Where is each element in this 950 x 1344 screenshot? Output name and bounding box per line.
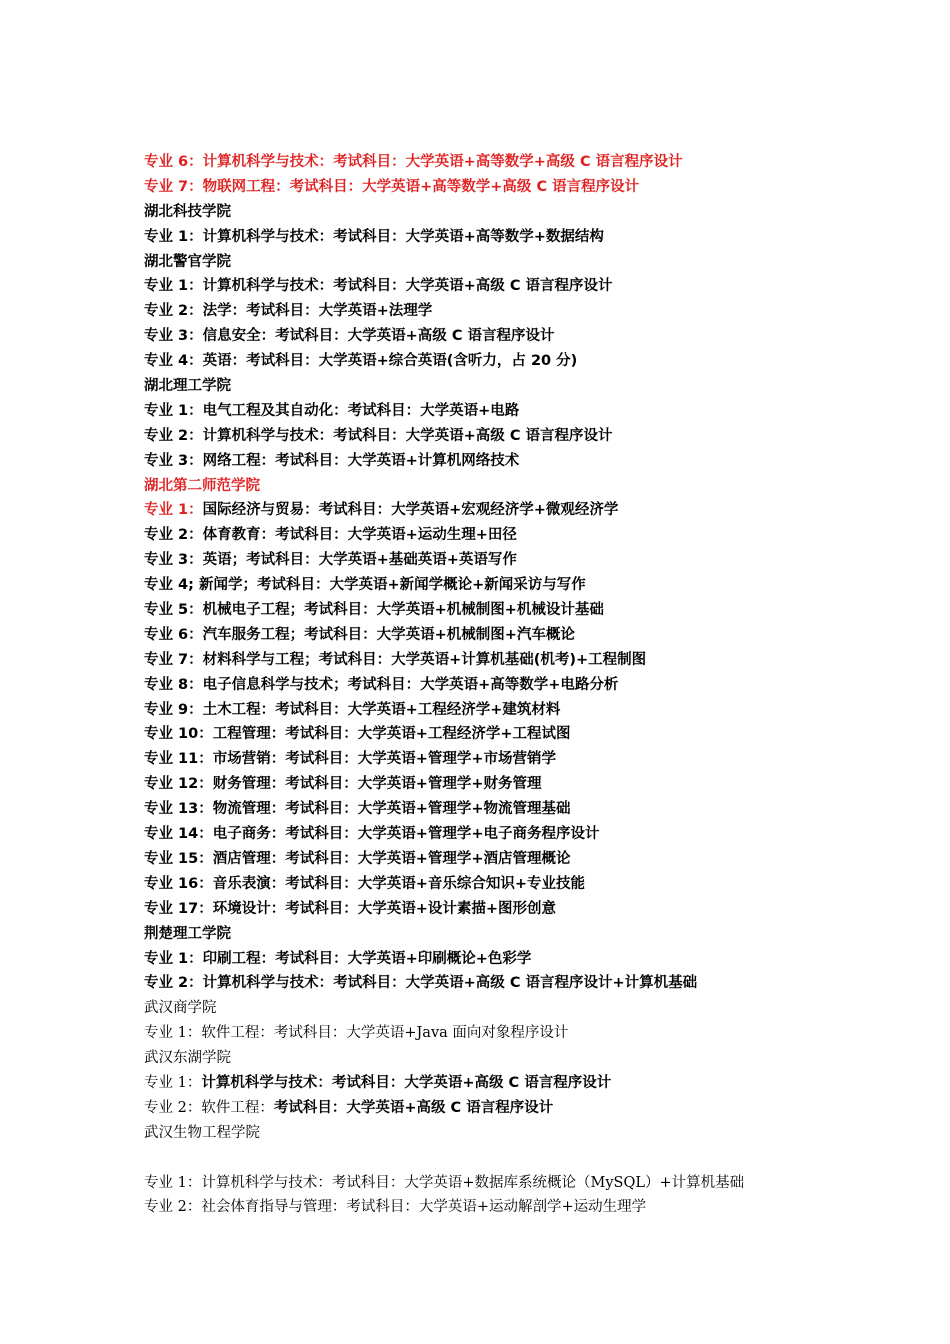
major-line: 专业 1：计算机科学与技术：考试科目：大学英语+高级 C 语言程序设计 bbox=[144, 278, 613, 295]
major-line: 专业 15：酒店管理：考试科目：大学英语+管理学+酒店管理概论 bbox=[144, 850, 571, 867]
major-line: 专业 4; 新闻学；考试科目：大学英语+新闻学概论+新闻采访与写作 bbox=[144, 577, 586, 594]
major-line: 专业 9：土木工程：考试科目：大学英语+工程经济学+建筑材料 bbox=[144, 701, 561, 718]
major-line: 专业 3：英语；考试科目：大学英语+基础英语+英语写作 bbox=[144, 552, 517, 569]
major-line: 专业 1：计算机科学与技术：考试科目：大学英语+高等数学+数据结构 bbox=[144, 228, 604, 245]
major-detail: 考试科目：大学英语+高级 C 语言程序设计 bbox=[273, 1099, 554, 1116]
major-line: 专业 2：计算机科学与技术：考试科目：大学英语+高级 C 语言程序设计 bbox=[144, 427, 613, 444]
school-heading: 湖北警官学院 bbox=[144, 253, 231, 270]
major-line: 专业 16：音乐表演：考试科目：大学英语+音乐综合知识+专业技能 bbox=[144, 875, 586, 892]
major-line: 专业 1：电气工程及其自动化：考试科目：大学英语+电路 bbox=[144, 402, 520, 419]
major-prefix: 专业 1： bbox=[144, 502, 203, 519]
major-line: 专业 6：汽车服务工程；考试科目：大学英语+机械制图+汽车概论 bbox=[144, 626, 575, 643]
major-line: 专业 3：信息安全：考试科目：大学英语+高级 C 语言程序设计 bbox=[144, 328, 555, 345]
major-line: 专业 13：物流管理：考试科目：大学英语+管理学+物流管理基础 bbox=[144, 801, 571, 818]
major-line: 专业 7：物联网工程：考试科目：大学英语+高等数学+高级 C 语言程序设计 bbox=[144, 178, 640, 195]
major-line: 专业 11：市场营销：考试科目：大学英语+管理学+市场营销学 bbox=[144, 751, 557, 768]
major-line: 专业 14：电子商务：考试科目：大学英语+管理学+电子商务程序设计 bbox=[144, 826, 600, 843]
major-line: 专业 4：英语：考试科目：大学英语+综合英语(含听力，占 20 分) bbox=[144, 353, 578, 370]
major-line: 专业 2：社会体育指导与管理：考试科目：大学英语+运动解剖学+运动生理学 bbox=[144, 1199, 647, 1216]
major-line bbox=[144, 498, 904, 523]
major-detail: 计算机科学与技术：考试科目：大学英语+高级 C 语言程序设计 bbox=[201, 1074, 612, 1091]
major-line: 专业 12：财务管理：考试科目：大学英语+管理学+财务管理 bbox=[144, 776, 542, 793]
major-line: 专业 2：计算机科学与技术：考试科目：大学英语+高级 C 语言程序设计+计算机基础 bbox=[144, 975, 698, 992]
major-line: 专业 17：环境设计：考试科目：大学英语+设计素描+图形创意 bbox=[144, 900, 557, 917]
school-heading: 武汉生物工程学院 bbox=[144, 1124, 260, 1141]
document-body bbox=[144, 150, 904, 1220]
blank-line bbox=[144, 1146, 904, 1171]
school-heading: 湖北第二师范学院 bbox=[144, 477, 260, 494]
school-heading: 湖北科技学院 bbox=[144, 203, 231, 220]
school-heading: 荆楚理工学院 bbox=[144, 925, 231, 942]
major-line: 专业 8：电子信息科学与技术；考试科目：大学英语+高等数学+电路分析 bbox=[144, 676, 619, 693]
major-line: 专业 1：软件工程：考试科目：大学英语+Java 面向对象程序设计 bbox=[144, 1025, 569, 1042]
major-line: 专业 1：计算机科学与技术：考试科目：大学英语+数据库系统概论（MySQL）+计算机基础 bbox=[144, 1174, 745, 1191]
major-line bbox=[144, 1096, 904, 1121]
major-line: 专业 5：机械电子工程；考试科目：大学英语+机械制图+机械设计基础 bbox=[144, 602, 604, 619]
school-heading: 武汉商学院 bbox=[144, 1000, 217, 1017]
major-line: 专业 2：法学：考试科目：大学英语+法理学 bbox=[144, 303, 433, 320]
major-detail: 国际经济与贸易：考试科目：大学英语+宏观经济学+微观经济学 bbox=[202, 502, 619, 519]
school-heading: 武汉东湖学院 bbox=[144, 1050, 231, 1067]
school-heading: 湖北理工学院 bbox=[144, 378, 231, 395]
major-line bbox=[144, 1071, 904, 1096]
major-line: 专业 3：网络工程：考试科目：大学英语+计算机网络技术 bbox=[144, 452, 520, 469]
major-line: 专业 7：材料科学与工程；考试科目：大学英语+计算机基础(机考)+工程制图 bbox=[144, 651, 647, 668]
major-line: 专业 6：计算机科学与技术：考试科目：大学英语+高等数学+高级 C 语言程序设计 bbox=[144, 154, 683, 170]
major-line: 专业 2：体育教育：考试科目：大学英语+运动生理+田径 bbox=[144, 527, 517, 544]
major-line: 专业 1：印刷工程：考试科目：大学英语+印刷概论+色彩学 bbox=[144, 950, 532, 967]
major-prefix: 专业 2：软件工程： bbox=[144, 1099, 274, 1116]
major-prefix: 专业 1： bbox=[144, 1074, 202, 1091]
major-line: 专业 10：工程管理：考试科目：大学英语+工程经济学+工程试图 bbox=[144, 726, 571, 743]
